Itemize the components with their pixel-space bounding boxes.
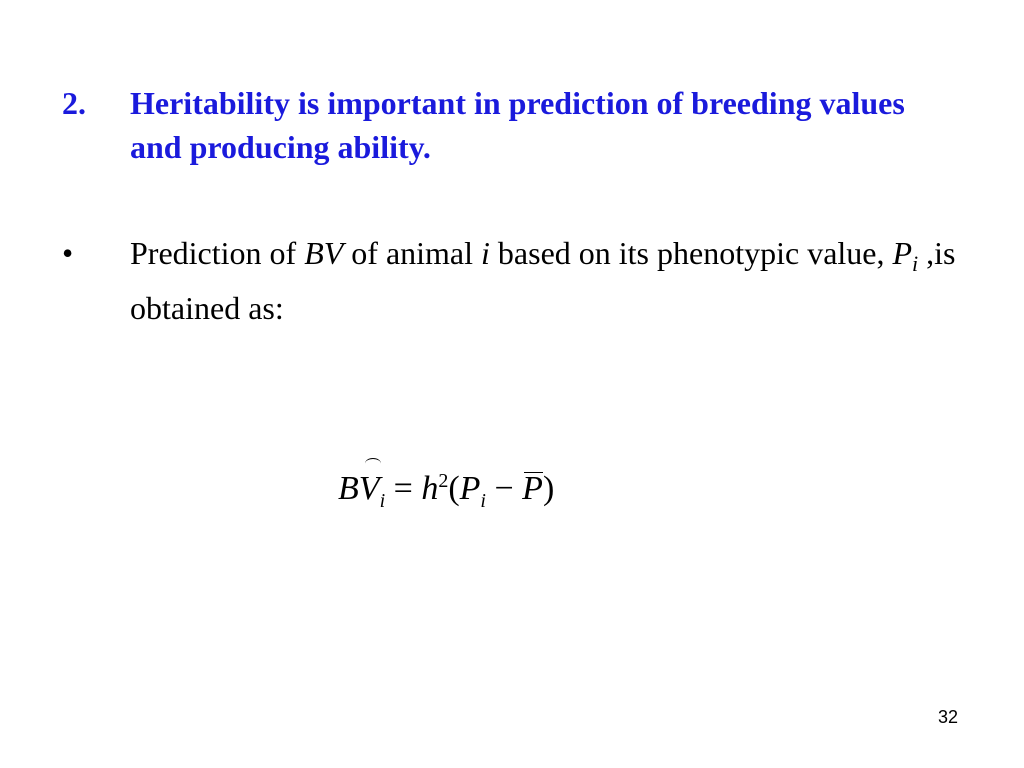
eq-h: h xyxy=(421,470,439,507)
bullet-mark: • xyxy=(62,235,74,271)
eq-equals: = xyxy=(385,470,422,507)
slide-number: 32 xyxy=(938,707,959,727)
hat-accent xyxy=(365,458,381,469)
eq-p: P xyxy=(459,470,481,507)
eq-b: B xyxy=(338,470,359,507)
heading-text: Heritability is important in prediction of breeding values and producing ability. xyxy=(130,85,905,165)
breeding-value-equation xyxy=(338,456,554,526)
eq-v-subscript: i xyxy=(379,490,386,512)
bullet-text-part: Prediction of xyxy=(130,235,305,271)
bar-accent xyxy=(524,472,543,473)
phenotype-symbol: P xyxy=(892,235,913,271)
bullet-point xyxy=(62,231,992,330)
eq-p-mean xyxy=(522,464,543,514)
eq-open-paren: ( xyxy=(448,470,460,507)
bullet-text-part: ,is obtained as: xyxy=(130,235,956,326)
heading-number: 2. xyxy=(62,85,86,121)
eq-p-bar: P xyxy=(522,470,543,507)
heading-point xyxy=(62,81,962,169)
eq-h-superscript: 2 xyxy=(438,470,449,492)
eq-v-hat xyxy=(359,464,380,514)
animal-index: i xyxy=(481,235,490,271)
bullet-text-part: of animal xyxy=(343,235,482,271)
eq-p-subscript: i xyxy=(480,490,486,512)
bullet-text xyxy=(130,231,992,330)
eq-close-paren: ) xyxy=(542,470,555,507)
bv-term: BV xyxy=(304,235,344,271)
bullet-text-part: based on its phenotypic value, xyxy=(489,235,893,271)
phenotype-subscript: i xyxy=(912,251,919,276)
eq-v: V xyxy=(358,470,380,507)
eq-minus: − xyxy=(485,470,523,507)
